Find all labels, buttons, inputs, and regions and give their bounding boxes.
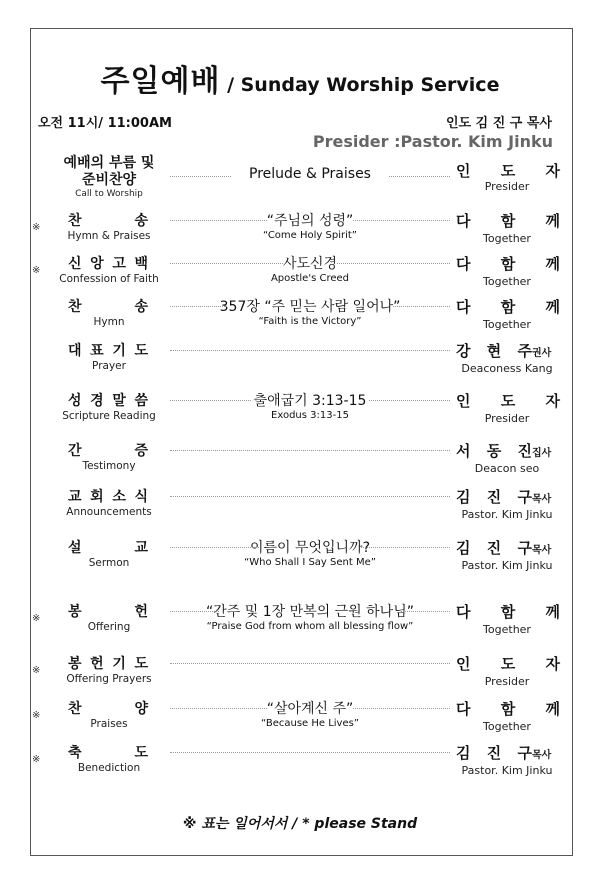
responsible-char: 다 xyxy=(456,700,471,718)
item-name-en: Announcements xyxy=(66,506,152,518)
item-content xyxy=(186,253,434,284)
item-name-char: 식 xyxy=(134,489,148,505)
item-name-char: 봉 xyxy=(68,656,82,672)
service-item xyxy=(0,296,600,346)
item-name-char: 말 xyxy=(112,393,126,409)
responsible-name xyxy=(456,296,560,317)
responsible-en: Pastor. Kim Jinku xyxy=(461,764,553,777)
responsible-name xyxy=(456,486,532,507)
item-name-ko xyxy=(68,698,148,718)
leader-line xyxy=(361,547,450,548)
title-korean: 주일예배 xyxy=(100,64,221,99)
responsible-char: 자 xyxy=(545,162,560,180)
item-name-en: Call to Worship xyxy=(75,189,143,199)
item-name-char: 찬 xyxy=(68,299,82,315)
responsible-en: Deacon seo xyxy=(474,462,540,475)
leader-line xyxy=(170,611,219,612)
item-name-ko xyxy=(68,210,148,230)
leader-line xyxy=(170,263,283,264)
leader-line xyxy=(170,176,231,177)
service-item xyxy=(0,698,600,748)
responsible-name xyxy=(456,340,532,361)
item-name-char: 표 xyxy=(90,343,104,359)
stand-mark: ※ xyxy=(32,710,41,721)
item-name-char: 간 xyxy=(68,443,82,459)
responsible-char: 함 xyxy=(500,603,516,621)
item-name-char: 대 xyxy=(68,343,82,359)
item-name-char: 설 xyxy=(68,540,82,556)
item-subtitle: “Who Shall I Say Sent Me” xyxy=(244,557,376,568)
leader-line xyxy=(369,400,450,401)
item-name-en: Praises xyxy=(90,718,128,730)
item-name-en: Scripture Reading xyxy=(62,410,156,422)
item-name-char: 송 xyxy=(134,299,148,315)
pastor-korean: 인도 김 진 구 목사 xyxy=(445,116,552,131)
responsible-char: 구 xyxy=(517,539,532,557)
leader-line xyxy=(170,547,259,548)
responsible-en: Deaconess Kang xyxy=(461,362,553,375)
responsible-title: 권사 xyxy=(532,348,552,359)
responsible-char: 함 xyxy=(500,700,516,718)
item-name-ko xyxy=(68,440,148,460)
responsible-char: 인 xyxy=(456,392,471,410)
item-subtitle: “Come Holy Spirit” xyxy=(263,230,357,241)
item-subtitle: “Faith is the Victory” xyxy=(258,316,362,327)
responsible-title: 목사 xyxy=(532,750,552,761)
item-title: 이름이 무엇입니까? xyxy=(249,540,371,556)
responsible-name xyxy=(456,440,532,461)
item-name-en: Testimony xyxy=(82,460,136,472)
item-name-en: Hymn & Praises xyxy=(67,230,151,242)
responsible-char: 다 xyxy=(456,212,471,230)
service-time: 오전 11시/ 11:00AM xyxy=(38,116,172,131)
item-title: “주님의 성령” xyxy=(266,213,354,229)
leader-line xyxy=(170,708,267,709)
stand-mark: ※ xyxy=(32,613,41,624)
service-item xyxy=(0,340,600,390)
responsible-char: 인 xyxy=(456,162,471,180)
leader-line xyxy=(170,450,450,451)
item-name-ko xyxy=(68,296,148,316)
responsible-char: 함 xyxy=(500,255,516,273)
service-item xyxy=(0,537,600,587)
responsible-char: 인 xyxy=(456,655,471,673)
responsible-char: 구 xyxy=(517,744,532,762)
stand-mark: ※ xyxy=(32,265,41,276)
leader-line xyxy=(337,263,450,264)
item-name-char: 신 xyxy=(68,256,82,272)
responsible-name xyxy=(456,537,532,558)
item-name-char: 회 xyxy=(90,489,104,505)
item-name-ko xyxy=(68,390,148,410)
leader-line xyxy=(170,400,251,401)
item-name-char: 씀 xyxy=(134,393,148,409)
leader-line xyxy=(170,752,450,753)
responsible-title: 목사 xyxy=(532,545,552,556)
leader-line xyxy=(170,350,450,351)
responsible-name xyxy=(456,390,560,411)
item-content xyxy=(186,296,434,327)
responsible-char: 강 xyxy=(456,342,471,360)
item-name-en: Offering Prayers xyxy=(66,673,152,685)
responsible-name xyxy=(456,160,560,181)
item-name-char: 찬 xyxy=(68,701,82,717)
stand-mark: ※ xyxy=(32,222,41,233)
page-title xyxy=(0,56,600,100)
responsible-char: 김 xyxy=(456,539,471,557)
item-name-en: Offering xyxy=(87,621,131,633)
service-item xyxy=(0,152,600,202)
item-title: 사도신경 xyxy=(282,256,338,272)
item-name-char: 봉 xyxy=(68,604,82,620)
responsible-char: 김 xyxy=(456,488,471,506)
leader-line xyxy=(170,306,227,307)
responsible-char: 주 xyxy=(517,342,532,360)
item-name-char: 찬 xyxy=(68,213,82,229)
item-name-ko: 예배의 부름 및 xyxy=(63,155,155,171)
item-name-en: Confession of Faith xyxy=(59,273,159,285)
responsible-char: 현 xyxy=(486,342,502,360)
item-name-char: 성 xyxy=(68,393,82,409)
item-name-en: Sermon xyxy=(88,557,130,569)
responsible-char: 진 xyxy=(486,744,502,762)
stand-mark: ※ xyxy=(32,754,41,765)
item-name-char: 헌 xyxy=(134,604,148,620)
item-name-en: Benediction xyxy=(77,762,141,774)
item-subtitle: Apostle's Creed xyxy=(270,273,350,284)
responsible-char: 서 xyxy=(456,442,471,460)
item-name-ko xyxy=(68,653,148,673)
item-name-char: 소 xyxy=(112,489,126,505)
responsible-char: 께 xyxy=(545,255,560,273)
item-name-ko xyxy=(68,486,148,506)
item-name-ko xyxy=(68,253,148,273)
responsible-en: Together xyxy=(483,275,531,288)
item-name-ko: 준비찬양 xyxy=(81,172,137,188)
responsible-char: 다 xyxy=(456,603,471,621)
item-name-en: Prayer xyxy=(92,360,126,372)
responsible-char: 함 xyxy=(500,212,516,230)
responsible-char: 께 xyxy=(545,603,560,621)
responsible-char: 함 xyxy=(500,298,516,316)
responsible-en: Together xyxy=(483,623,531,636)
item-subtitle: “Because He Lives” xyxy=(260,718,360,729)
responsible-char: 구 xyxy=(517,488,532,506)
responsible-en: Presider xyxy=(484,180,530,193)
leader-line xyxy=(353,220,450,221)
responsible-en: Together xyxy=(483,318,531,331)
service-item xyxy=(0,601,600,651)
responsible-char: 다 xyxy=(456,255,471,273)
responsible-char: 동 xyxy=(486,442,502,460)
responsible-name xyxy=(456,210,560,231)
item-content xyxy=(186,390,434,421)
item-content xyxy=(186,698,434,729)
item-name-char: 기 xyxy=(112,343,126,359)
title-english: / Sunday Worship Service xyxy=(220,74,500,96)
leader-line xyxy=(393,306,450,307)
service-item xyxy=(0,653,600,703)
item-name-char: 도 xyxy=(134,656,148,672)
item-name-char: 송 xyxy=(134,213,148,229)
leader-line xyxy=(353,708,450,709)
responsible-en: Together xyxy=(483,232,531,245)
service-item xyxy=(0,390,600,440)
responsible-en: Pastor. Kim Jinku xyxy=(461,508,553,521)
item-title: 출애굽기 3:13-15 xyxy=(253,393,367,409)
responsible-char: 께 xyxy=(545,212,560,230)
item-name-ko xyxy=(68,537,148,557)
item-name-char: 고 xyxy=(112,256,126,272)
leader-line xyxy=(170,496,450,497)
item-content xyxy=(186,537,434,568)
responsible-char: 께 xyxy=(545,298,560,316)
responsible-char: 도 xyxy=(500,392,516,410)
responsible-name xyxy=(456,742,532,763)
responsible-en: Presider xyxy=(484,412,530,425)
leader-line xyxy=(170,663,450,664)
responsible-char: 도 xyxy=(500,655,516,673)
responsible-char: 자 xyxy=(545,392,560,410)
responsible-char: 자 xyxy=(545,655,560,673)
item-name-char: 경 xyxy=(90,393,104,409)
item-name-char: 앙 xyxy=(90,256,104,272)
item-name-char: 도 xyxy=(134,745,148,761)
item-name-ko xyxy=(68,340,148,360)
item-name-char: 기 xyxy=(112,656,126,672)
stand-note: ※ 표는 일어서서 / * please Stand xyxy=(182,816,418,832)
item-name-char: 교 xyxy=(134,540,148,556)
responsible-char: 김 xyxy=(456,744,471,762)
item-content xyxy=(186,601,434,632)
item-content xyxy=(186,210,434,241)
item-name-char: 헌 xyxy=(90,656,104,672)
responsible-name xyxy=(456,653,560,674)
responsible-en: Presider xyxy=(484,675,530,688)
responsible-char: 진 xyxy=(486,539,502,557)
item-name-char: 양 xyxy=(134,701,148,717)
item-name-char: 축 xyxy=(68,745,82,761)
responsible-char: 진 xyxy=(486,488,502,506)
responsible-name xyxy=(456,698,560,719)
item-name-char: 증 xyxy=(134,443,148,459)
presider-label: Presider :Pastor. Kim Jinku xyxy=(312,132,553,151)
responsible-char: 께 xyxy=(545,700,560,718)
item-name-en: Hymn xyxy=(93,316,125,328)
item-name-ko xyxy=(68,601,148,621)
item-subtitle: “Praise God from whom all blessing flow” xyxy=(206,621,414,632)
stand-mark: ※ xyxy=(32,665,41,676)
service-item xyxy=(0,742,600,792)
item-title: “간주 및 1장 만복의 근원 하나님” xyxy=(206,604,414,620)
service-item xyxy=(0,486,600,536)
responsible-char: 도 xyxy=(500,162,516,180)
responsible-title: 집사 xyxy=(532,448,552,459)
responsible-en: Pastor. Kim Jinku xyxy=(461,559,553,572)
item-subtitle: Exodus 3:13-15 xyxy=(271,410,349,421)
item-title: 357장 “주 믿는 사람 일어나” xyxy=(219,299,401,315)
responsible-title: 목사 xyxy=(532,494,552,505)
leader-line xyxy=(170,220,267,221)
service-item xyxy=(0,440,600,490)
item-name-char: 백 xyxy=(134,256,148,272)
leader-line xyxy=(389,176,450,177)
responsible-char: 다 xyxy=(456,298,471,316)
responsible-char: 진 xyxy=(517,442,532,460)
item-name-char: 도 xyxy=(134,343,148,359)
leader-line xyxy=(401,611,450,612)
item-name-ko xyxy=(68,742,148,762)
item-content xyxy=(186,166,434,182)
responsible-en: Together xyxy=(483,720,531,733)
responsible-name xyxy=(456,253,560,274)
item-title: Prelude & Praises xyxy=(249,166,371,182)
item-name-char: 교 xyxy=(68,489,82,505)
responsible-name xyxy=(456,601,560,622)
item-title: “살아계신 주” xyxy=(266,701,354,717)
